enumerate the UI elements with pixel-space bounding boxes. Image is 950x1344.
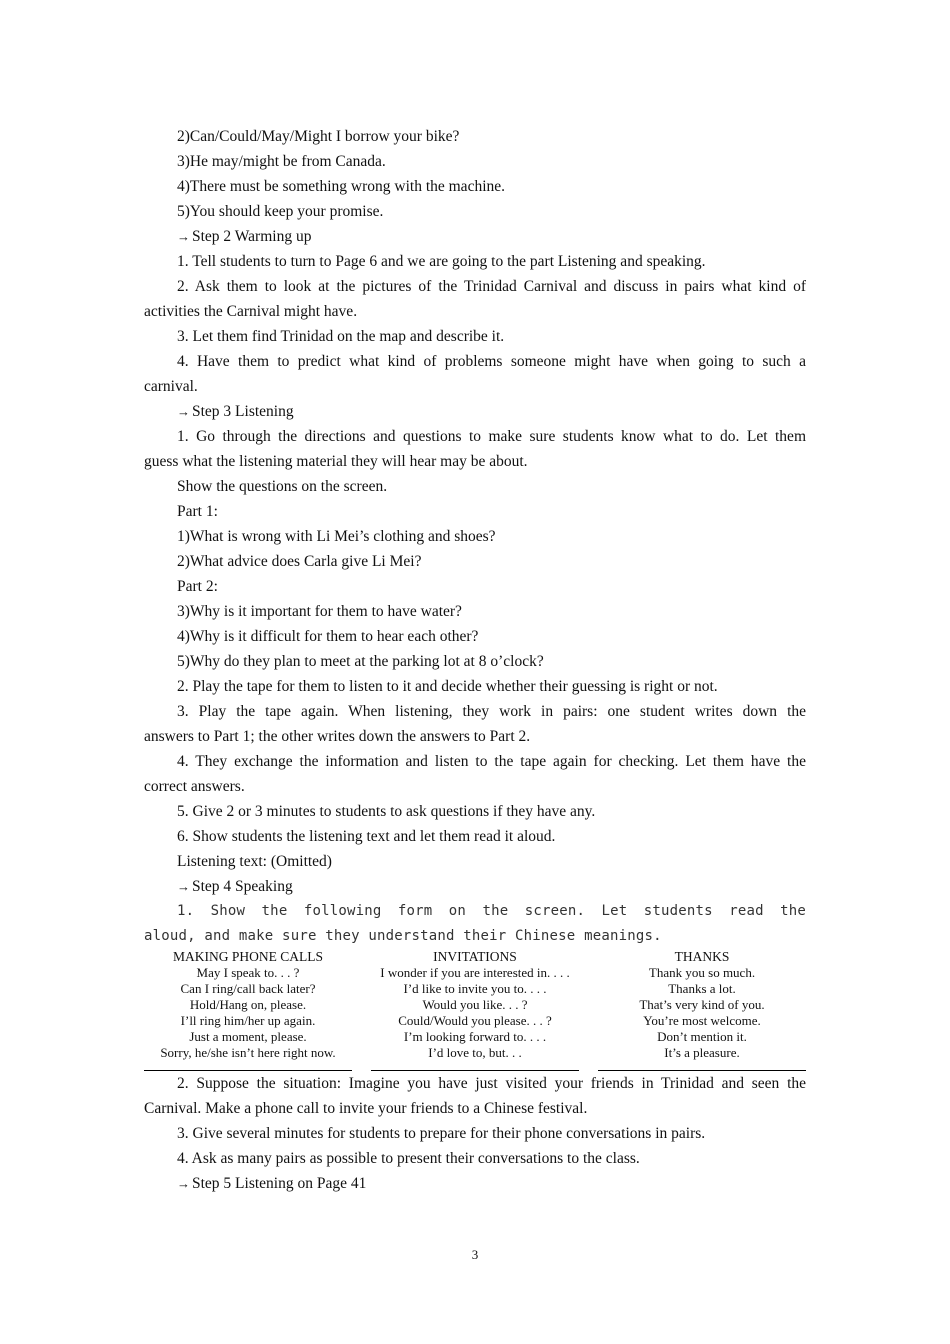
paragraph-line: 6. Show students the listening text and let them read it aloud. (177, 828, 556, 845)
sentence-line: 3)He may/might be from Canada. (177, 153, 386, 170)
page-number: 3 (471, 1247, 479, 1262)
table-cell: It’s a pleasure. (664, 1045, 740, 1060)
arrow-icon: → (177, 404, 190, 419)
table-cell: Hold/Hang on, please. (189, 997, 307, 1012)
paragraph-line: 2. Play the tape for them to listen to it and decide whether their guessing is right or not. (177, 678, 718, 695)
step-heading (144, 874, 806, 899)
table-cell: I’d love to, but. . . (428, 1045, 522, 1060)
table-cell: Just a moment, please. (189, 1029, 307, 1044)
sentence-line: 2)Can/Could/May/Might I borrow your bike? (177, 128, 460, 145)
table-cell: May I speak to. . . ? (196, 965, 300, 980)
table-cell: Would you like. . . ? (422, 997, 528, 1012)
paragraph-line: 4. Have them to predict what kind of problems someone might have when going to such a (177, 353, 806, 370)
table-cell: That’s very kind of you. (639, 997, 765, 1012)
paragraph-line: 3. Play the tape again. When listening, they work in pairs: one student writes down the (177, 703, 806, 720)
table-column-phone-calls (144, 949, 352, 1071)
question-line: 1)What is wrong with Li Mei’s clothing and shoes? (177, 528, 496, 545)
paragraph-line: Carnival. Make a phone call to invite your friends to a Chinese festival. (144, 1100, 588, 1117)
step-heading (144, 1171, 806, 1196)
arrow-icon: → (177, 1176, 190, 1191)
question-line: 2)What advice does Carla give Li Mei? (177, 553, 422, 570)
paragraph-line: aloud, and make sure they understand their Chinese meanings. (144, 928, 662, 944)
question-line: 3)Why is it important for them to have water? (177, 603, 462, 620)
paragraph-line: 1. Tell students to turn to Page 6 and we are going to the part Listening and speaking. (177, 253, 706, 270)
table-cell: I wonder if you are interested in. . . . (380, 965, 570, 980)
expressions-table (144, 949, 806, 1071)
table-cell: Could/Would you please. . . ? (398, 1013, 552, 1028)
step-title: Step 4 Speaking (192, 878, 293, 895)
step-heading (144, 399, 806, 424)
table-cell: I’ll ring him/her up again. (180, 1013, 316, 1028)
table-cell: I’d like to invite you to. . . . (403, 981, 547, 996)
paragraph-line: 2. Ask them to look at the pictures of the Trinidad Carnival and discuss in pairs what kind of (177, 278, 806, 295)
step-title: Step 3 Listening (192, 403, 294, 420)
sentence-line: 5)You should keep your promise. (177, 203, 384, 220)
paragraph-line: Show the questions on the screen. (177, 478, 388, 495)
paragraph-line: 4. They exchange the information and listen to the tape again for checking. Let them have the (177, 753, 806, 770)
table-cell: Sorry, he/she isn’t here right now. (160, 1045, 336, 1060)
paragraph-line: Part 2: (177, 578, 218, 595)
arrow-icon: → (177, 229, 190, 244)
paragraph-line: carnival. (144, 378, 198, 395)
paragraph-line: 5. Give 2 or 3 minutes to students to ask questions if they have any. (177, 803, 596, 820)
paragraph-line: activities the Carnival might have. (144, 303, 358, 320)
table-column-thanks (598, 949, 806, 1071)
question-line: 5)Why do they plan to meet at the parking lot at 8 o’clock? (177, 653, 544, 670)
paragraph-line: answers to Part 1; the other writes down the answers to Part 2. (144, 728, 531, 745)
page-content (144, 124, 806, 1196)
arrow-icon: → (177, 879, 190, 894)
paragraph-line: guess what the listening material they will hear may be about. (144, 453, 528, 470)
paragraph-line: 3. Give several minutes for students to prepare for their phone conversations in pairs. (177, 1125, 706, 1142)
table-cell: You’re most welcome. (643, 1013, 761, 1028)
sentence-line: 4)There must be something wrong with the machine. (177, 178, 506, 195)
paragraph-line: Listening text: (Omitted) (177, 853, 332, 870)
table-cell: Thank you so much. (648, 965, 756, 980)
column-header: THANKS (674, 949, 730, 964)
paragraph-line: Part 1: (177, 503, 218, 520)
column-header: MAKING PHONE CALLS (172, 949, 323, 964)
table-column-invitations (371, 949, 579, 1071)
table-cell: Can I ring/call back later? (180, 981, 316, 996)
column-header: INVITATIONS (433, 949, 517, 964)
table-cell: I’m looking forward to. . . . (403, 1029, 547, 1044)
table-cell: Don’t mention it. (657, 1029, 747, 1044)
paragraph-line: 2. Suppose the situation: Imagine you have just visited your friends in Trinidad and seen the (177, 1075, 806, 1092)
paragraph-line: correct answers. (144, 778, 245, 795)
step-title: Step 5 Listening on Page 41 (192, 1175, 367, 1192)
paragraph-line: 1. Show the following form on the screen. Let students read the (177, 903, 806, 919)
step-title: Step 2 Warming up (192, 228, 312, 245)
paragraph-line: 3. Let them find Trinidad on the map and describe it. (177, 328, 505, 345)
paragraph-line: 1. Go through the directions and questions to make sure students know what to do. Let them (177, 428, 806, 445)
table-cell: Thanks a lot. (668, 981, 736, 996)
step-heading (144, 224, 806, 249)
question-line: 4)Why is it difficult for them to hear each other? (177, 628, 479, 645)
paragraph-line: 4. Ask as many pairs as possible to present their conversations to the class. (177, 1150, 640, 1167)
